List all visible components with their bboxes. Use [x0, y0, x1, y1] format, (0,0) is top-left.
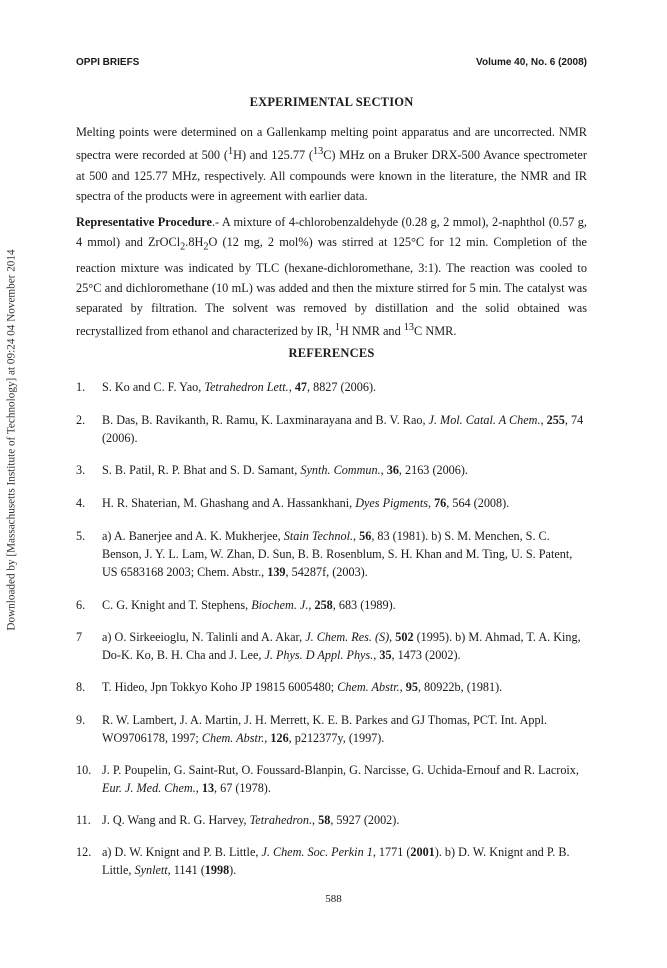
reference-5: 5. a) A. Banerjee and A. K. Mukherjee, Stain Technol., 56, 83 (1981). b) S. M. Menchen, S. C. Benson, J. Y. L. Lam, W. Zhan, D. Sun, B. B. Rosenblum, S. H. Khan and M. Ting, U. S. Patent, US 6583168 2003; Chem. Abstr., 139, 54287f, (2003). — [76, 529, 573, 579]
experimental-paragraph: Melting points were determined on a Gallenkamp melting point apparatus and are uncorrected. NMR spectra were recorded at 500 ($^1$H) and 125.77 ($^{13}$C) MHz on a Bruker DRX-500 Avance spectrometer at 500 and 125.77 MHz, respectively. All compounds were known in the literature, the NMR and IR spectra of the products were in agreement with earlier data. — [76, 125, 587, 203]
reference-3: 3. S. B. Patil, R. P. Bhat and S. D. Samant, Synth. Commun., 36, 2163 (2006). — [76, 463, 468, 477]
reference-6: 6. C. G. Knight and T. Stephens, Biochem. J., 258, 683 (1989). — [76, 598, 396, 612]
download-notice: Downloaded by [Massachusetts Institute of Technology] at 09:24 04 November 2014 — [6, 249, 18, 631]
procedure-paragraph: Representative Procedure.- A mixture of 4-chlorobenzaldehyde (0.28 g, 2 mmol), 2-naphthol (0.57 g, 4 mmol) and $ZrOCl_2.8H_2O$ (12 mg, 2 mol%) was stirred at 125°C for 12 min. Completion of the reaction mixture was indicated by TLC (hexane-dichloromethane, 3:1). The reaction was cooled to 25°C and dichloromethane (10 mL) was added and then the mixture stirred for 5 min. The catalyst was separated by filtration. The solvent was removed by distillation and the solid obtained was recrystallized from ethanol and characterized by IR, $^1$H NMR and $^{13}$C NMR. — [76, 215, 588, 339]
procedure-label: Representative Procedure — [76, 215, 212, 229]
journal-section: OPPI BRIEFS — [76, 57, 140, 68]
reference-1: 1. S. Ko and C. F. Yao, Tetrahedron Lett., 47, 8827 (2006). — [76, 380, 377, 394]
volume-info: Volume 40, No. 6 (2008) — [476, 57, 587, 68]
reference-11: 11. J. Q. Wang and R. G. Harvey, Tetrahedron., 58, 5927 (2002). — [76, 813, 400, 827]
page-number: 588 — [325, 893, 342, 905]
reference-10: 10. J. P. Poupelin, G. Saint-Rut, O. Foussard-Blanpin, G. Narcisse, G. Uchida-Ernouf and R. Lacroix, Eur. J. Med. Chem., 13, 67 (1978). — [76, 763, 579, 795]
reference-4: 4. H. R. Shaterian, M. Ghashang and A. Hassankhani, Dyes Pigments, 76, 564 (2008). — [76, 496, 510, 510]
references-heading: REFERENCES — [288, 346, 375, 360]
reference-9: 9. R. W. Lambert, J. A. Martin, J. H. Merrett, K. E. B. Parkes and GJ Thomas, PCT. Int. Appl. WO9706178, 1997; Chem. Abstr., 126, p212377y, (1997). — [76, 713, 548, 745]
reference-12: 12. a) D. W. Knignt and P. B. Little, J. Chem. Soc. Perkin 1, 1771 (2001). b) D. W. Knignt and P. B. Little, Synlett, 1141 (1998). — [76, 845, 570, 877]
running-header — [76, 57, 587, 68]
reference-7: 7 a) O. Sirkeeioglu, N. Talinli and A. Akar, J. Chem. Res. (S), 502 (1995). b) M. Ahmad, T. A. King, Do-K. Ko, B. H. Cha and J. Lee, J. Phys. D Appl. Phys., 35, 1473 (2002). — [76, 630, 581, 662]
experimental-heading: EXPERIMENTAL SECTION — [249, 95, 414, 109]
reference-8: 8. T. Hideo, Jpn Tokkyo Koho JP 19815 6005480; Chem. Abstr., 95, 80922b, (1981). — [76, 680, 503, 694]
reference-2: 2. B. Das, B. Ravikanth, R. Ramu, K. Laxminarayana and B. V. Rao, J. Mol. Catal. A Chem., 255, 74 (2006). — [76, 413, 584, 445]
